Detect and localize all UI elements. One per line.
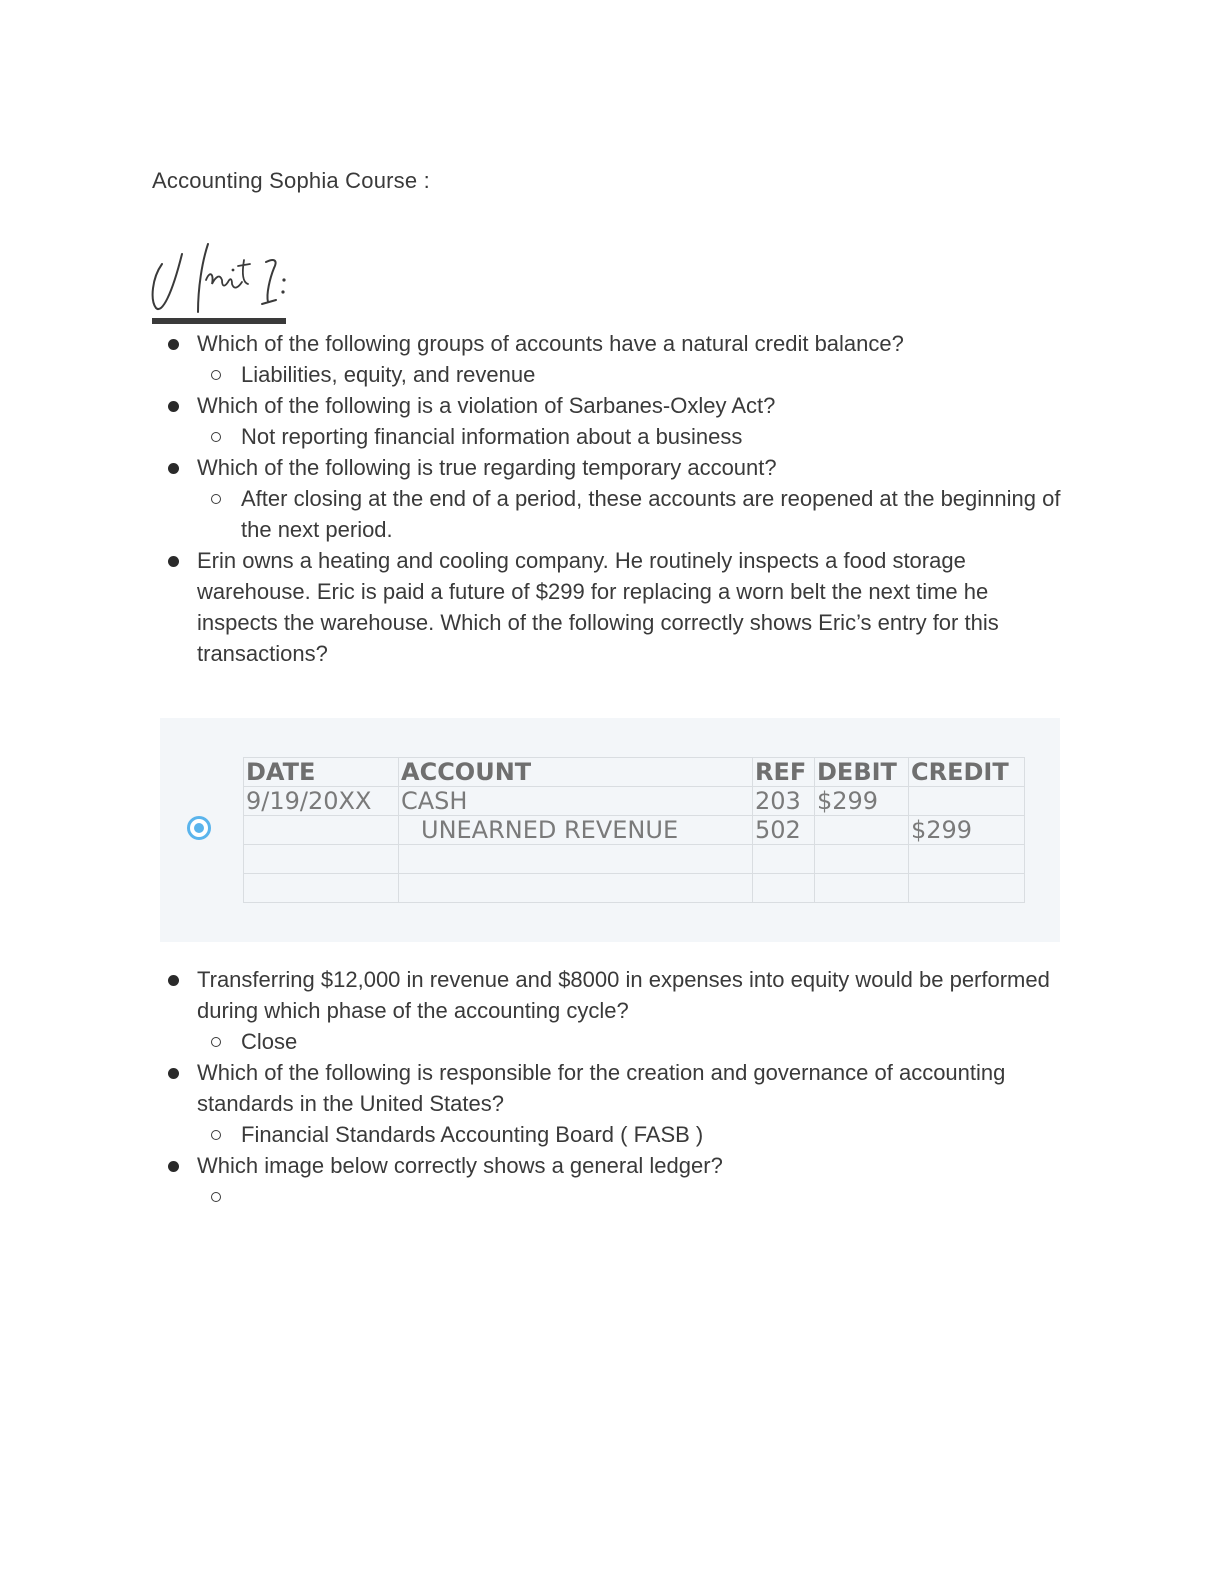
cell-account: UNEARNED REVENUE xyxy=(399,816,753,845)
cell-debit xyxy=(815,845,909,874)
list-item xyxy=(152,328,1072,390)
unit-heading-underline xyxy=(152,318,286,324)
question-text: Which of the following is responsible for the creation and governance of accounting standards in the United States? xyxy=(197,1060,1006,1116)
question-text: Which image below correctly shows a general ledger? xyxy=(197,1153,723,1178)
question-list-continued xyxy=(152,964,1072,1212)
table-row xyxy=(244,816,1025,845)
bullet-icon xyxy=(168,556,179,567)
list-item xyxy=(152,452,1072,545)
question-text: Transferring $12,000 in revenue and $8000 in expenses into equity would be performed during which phase of the accounting cycle? xyxy=(197,967,1050,1023)
hollow-bullet-icon xyxy=(211,1192,221,1202)
cell-account xyxy=(399,845,753,874)
cell-debit xyxy=(815,816,909,845)
cell-ref xyxy=(753,845,815,874)
hollow-bullet-icon xyxy=(211,1130,221,1140)
answer-item xyxy=(197,1181,1072,1212)
answer-item xyxy=(197,359,1072,390)
answer-item xyxy=(197,1026,1072,1057)
answer-item xyxy=(197,483,1072,545)
list-item xyxy=(152,1057,1072,1150)
cell-ref: 502 xyxy=(753,816,815,845)
hollow-bullet-icon xyxy=(211,494,221,504)
answer-text: Financial Standards Accounting Board ( FASB ) xyxy=(241,1122,704,1147)
cell-ref xyxy=(753,874,815,903)
selected-radio-icon[interactable] xyxy=(187,816,211,840)
cell-credit xyxy=(909,874,1025,903)
question-text: Which of the following is a violation of Sarbanes-Oxley Act? xyxy=(197,393,776,418)
unit-heading-handwritten xyxy=(150,238,290,328)
answer-text: Liabilities, equity, and revenue xyxy=(241,362,536,387)
hollow-bullet-icon xyxy=(211,432,221,442)
cell-debit xyxy=(815,874,909,903)
answer-text: After closing at the end of a period, these accounts are reopened at the beginning of the next period. xyxy=(241,486,1061,542)
column-header-date: DATE xyxy=(244,758,399,787)
column-header-credit: CREDIT xyxy=(909,758,1025,787)
question-text: Which of the following is true regarding temporary account? xyxy=(197,455,777,480)
hollow-bullet-icon xyxy=(211,1037,221,1047)
list-item xyxy=(152,964,1072,1057)
cell-account xyxy=(399,874,753,903)
bullet-icon xyxy=(168,1161,179,1172)
list-item xyxy=(152,545,1072,669)
journal-entry-table xyxy=(243,757,1025,903)
table-row xyxy=(244,845,1025,874)
answer-item xyxy=(197,1119,1072,1150)
bullet-icon xyxy=(168,1068,179,1079)
list-item xyxy=(152,1150,1072,1212)
cell-date xyxy=(244,874,399,903)
cell-credit xyxy=(909,787,1025,816)
bullet-icon xyxy=(168,401,179,412)
question-text: Which of the following groups of accounts have a natural credit balance? xyxy=(197,331,904,356)
answer-text: Close xyxy=(241,1029,298,1054)
answer-option-card[interactable] xyxy=(160,718,1060,942)
answer-text: Not reporting financial information about a business xyxy=(241,424,743,449)
cell-date xyxy=(244,845,399,874)
bullet-icon xyxy=(168,463,179,474)
cell-credit xyxy=(909,845,1025,874)
cell-credit: $299 xyxy=(909,816,1025,845)
column-header-ref: REF xyxy=(753,758,815,787)
cell-debit: $299 xyxy=(815,787,909,816)
list-item xyxy=(152,390,1072,452)
question-list xyxy=(152,328,1072,669)
table-row xyxy=(244,874,1025,903)
table-header-row xyxy=(244,758,1025,787)
question-text: Erin owns a heating and cooling company. He routinely inspects a food storage warehouse. Eric is paid a future of $299 for replacing a worn belt the next time he inspects the warehouse. Which of the following correctly shows Eric’s entry for this transactions? xyxy=(197,548,999,666)
table-row xyxy=(244,787,1025,816)
hollow-bullet-icon xyxy=(211,370,221,380)
cell-ref: 203 xyxy=(753,787,815,816)
bullet-icon xyxy=(168,339,179,350)
answer-text xyxy=(241,1181,1072,1212)
column-header-debit: DEBIT xyxy=(815,758,909,787)
cell-account: CASH xyxy=(399,787,753,816)
page-title: Accounting Sophia Course : xyxy=(152,168,430,193)
cell-date: 9/19/20XX xyxy=(244,787,399,816)
cell-date xyxy=(244,816,399,845)
answer-item xyxy=(197,421,1072,452)
column-header-account: ACCOUNT xyxy=(399,758,753,787)
bullet-icon xyxy=(168,975,179,986)
